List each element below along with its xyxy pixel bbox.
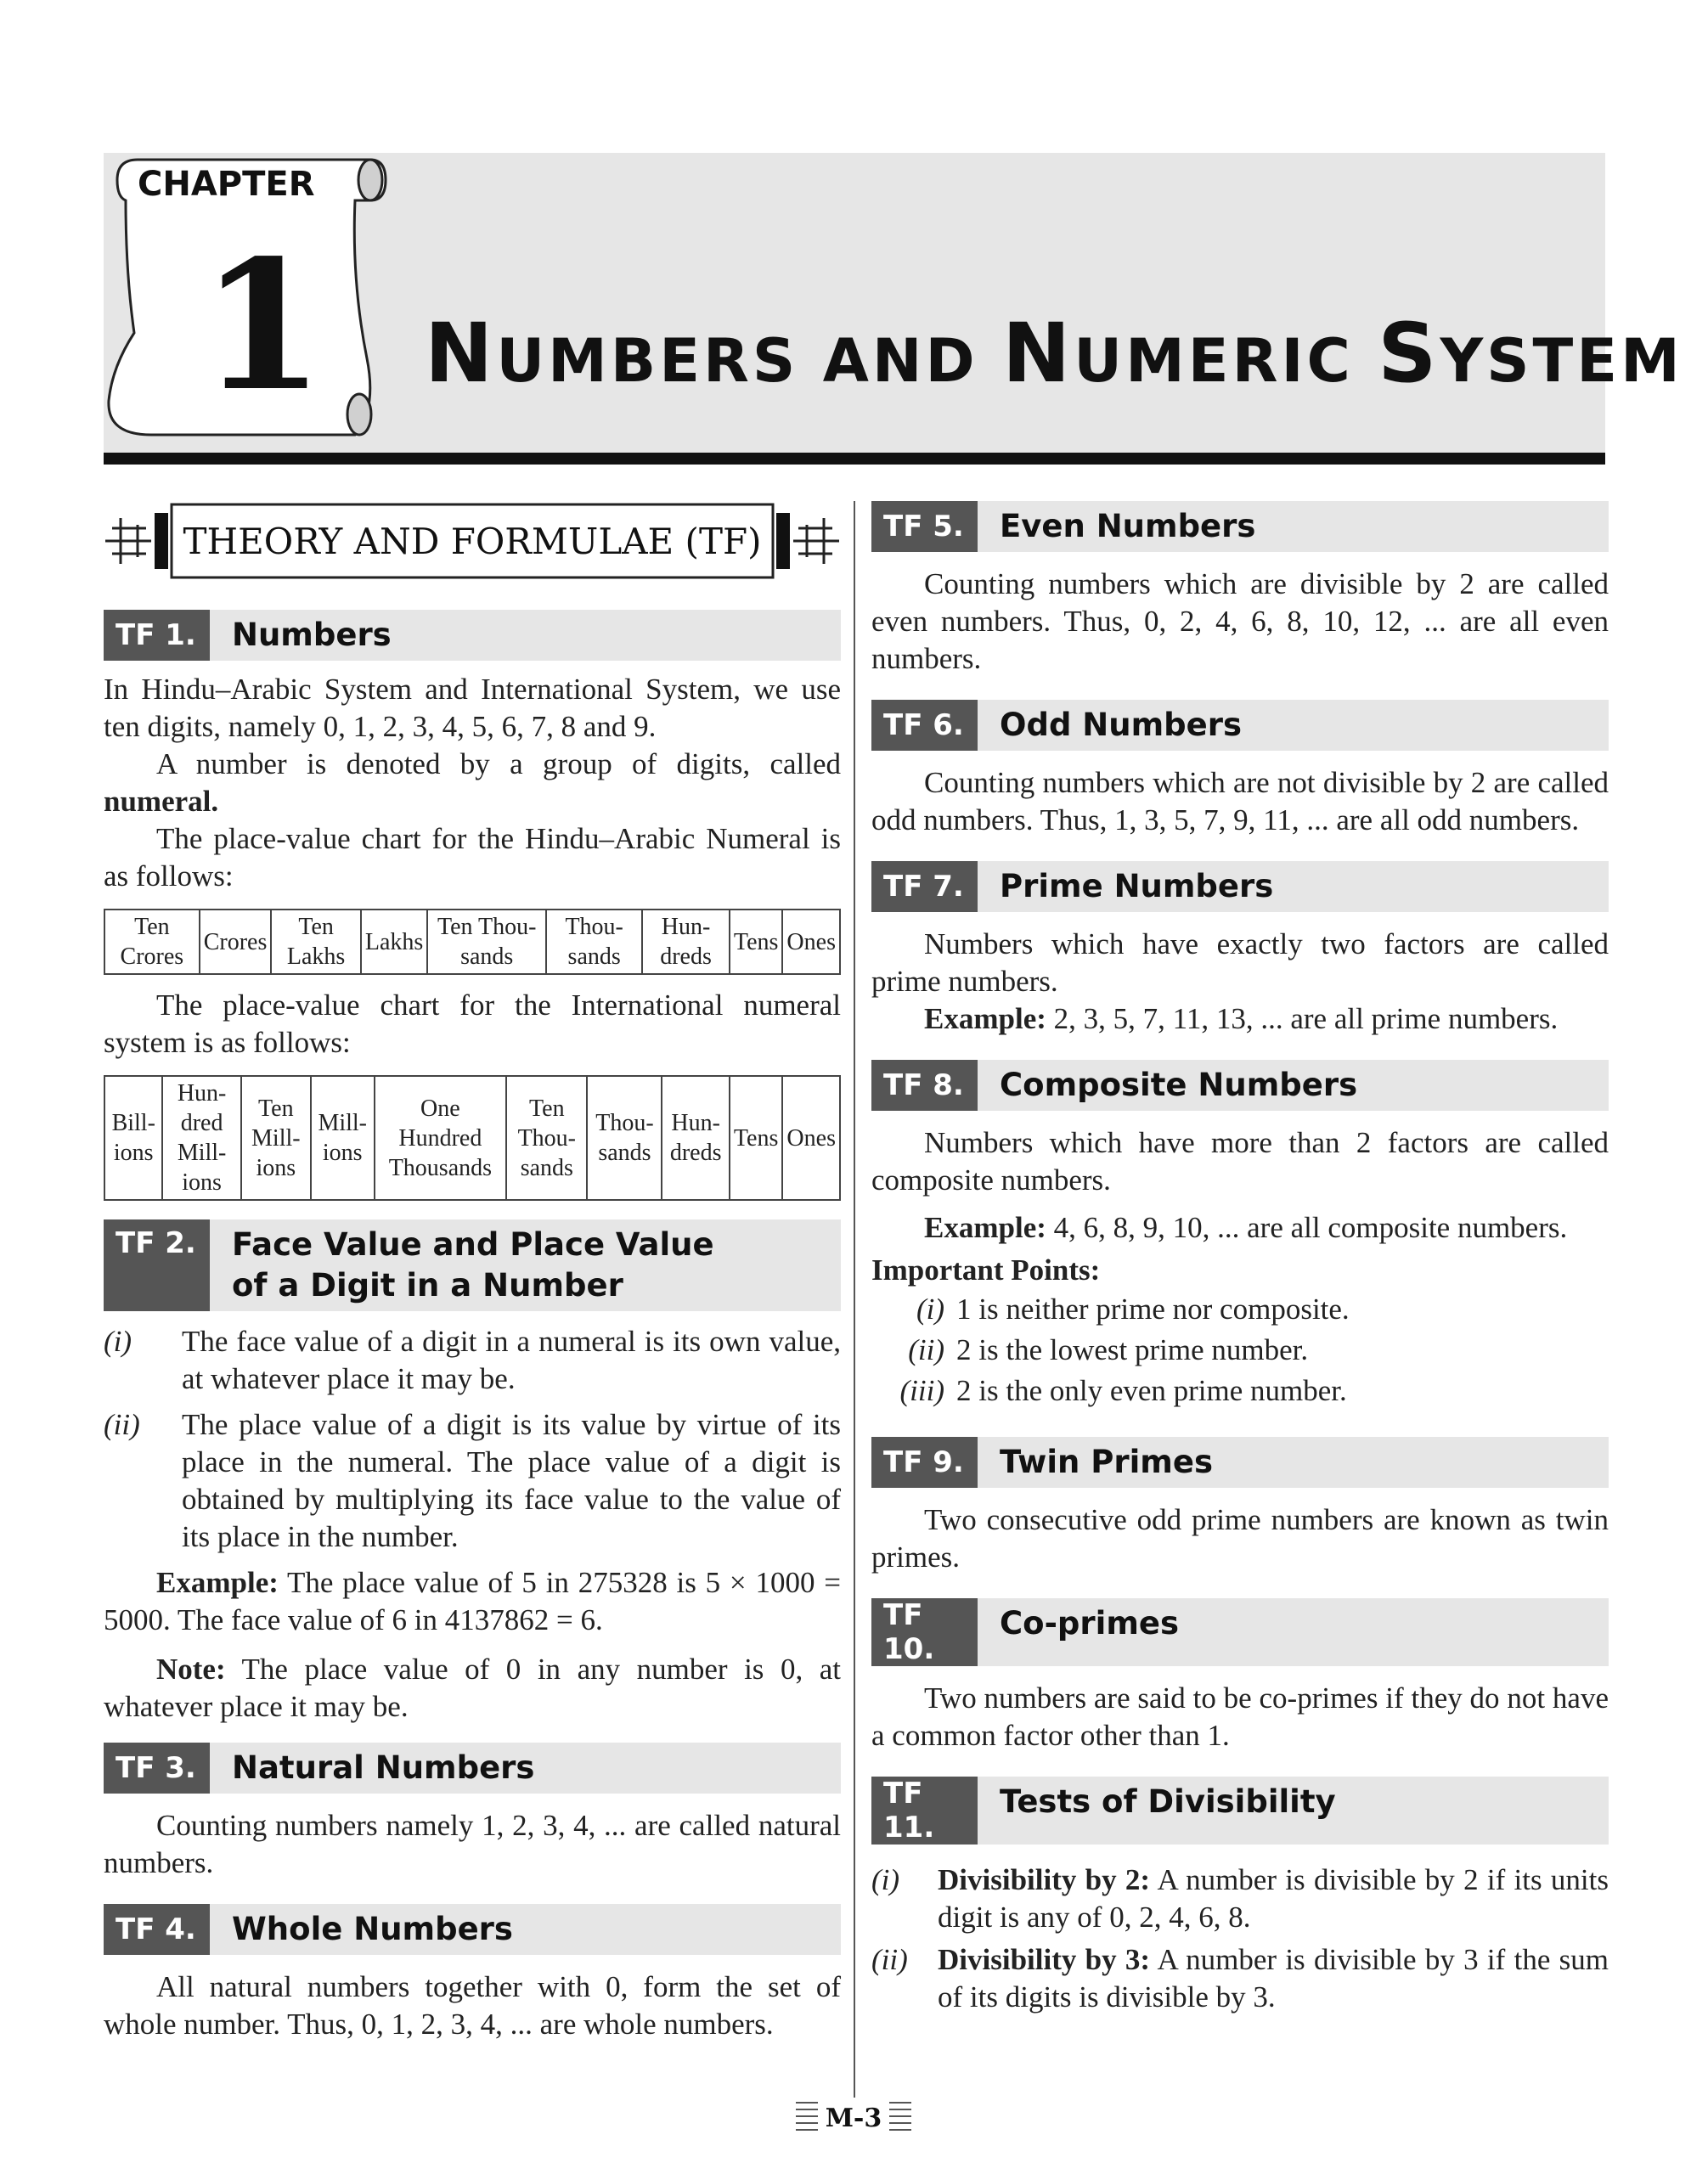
intl-table-cell: Hun-dred Mill-ions (162, 1076, 240, 1200)
intl-table-cell: Bill-ions (104, 1076, 162, 1200)
intl-table-cell: Hun-dreds (662, 1076, 729, 1200)
tf3-heading: TF 3. Natural Numbers (104, 1743, 841, 1794)
tf1-hindu-intro: The place-value chart for the Hindu–Arabic Numeral is as follows: (104, 822, 841, 893)
tf1-heading: TF 1. Numbers (104, 610, 841, 661)
tf2-item-2: (ii) The place value of a digit is its value by virtue of its place in the numeral. The place value of a digit is obtained by multiplying its face value to the value of its place in the number. (104, 1408, 841, 1553)
intl-table-cell: Thou-sands (587, 1076, 662, 1200)
tf4-heading: TF 4. Whole Numbers (104, 1904, 841, 1955)
tf3-text: Counting numbers namely 1, 2, 3, 4, ... are called natural numbers. (104, 1809, 841, 1879)
tf7-heading: TF 7. Prime Numbers (871, 861, 1609, 912)
tf8-example: Example: 4, 6, 8, 9, 10, ... are all composite numbers. (924, 1211, 1568, 1244)
right-column (871, 501, 1609, 2016)
tf10-text: Two numbers are said to be co-primes if they do not have a common factor other than 1. (871, 1681, 1609, 1752)
tf2-note: Note: The place value of 0 in any number is 0, at whatever place it may be. (104, 1653, 841, 1723)
tf2-example: Example: The place value of 5 in 275328 is 5 × 1000 = 5000. The face value of 6 in 4137862 = 6. (104, 1566, 841, 1636)
tf7-example: Example: 2, 3, 5, 7, 11, 13, ... are all prime numbers. (924, 1002, 1559, 1035)
chapter-rule (104, 453, 1605, 465)
page-number: M-3 (825, 2104, 882, 2133)
tf1-intl-intro: The place-value chart for the International numeral system is as follows: (104, 988, 841, 1059)
intl-table-cell: Ones (782, 1076, 840, 1200)
hindu-table-cell: Ones (782, 910, 840, 974)
tf4-text: All natural numbers together with 0, form the set of whole number. Thus, 0, 1, 2, 3, 4, ... are whole numbers. (104, 1970, 841, 2041)
tf9-heading: TF 9. Twin Primes (871, 1437, 1609, 1488)
tf10-heading: TF 10. Co-primes (871, 1598, 1609, 1666)
hindu-table-cell: Ten Thou-sands (427, 910, 546, 974)
tf5-heading: TF 5. Even Numbers (871, 501, 1609, 552)
tf8-text: Numbers which have more than 2 factors are called composite numbers. (871, 1126, 1609, 1197)
hindu-arabic-table (104, 909, 841, 975)
tf5-text: Counting numbers which are divisible by 2 are called even numbers. Thus, 0, 2, 4, 6, 8, 10, 12, ... are all even numbers. (871, 567, 1609, 675)
hindu-table-cell: Crores (200, 910, 272, 974)
chapter-label: CHAPTER (138, 165, 315, 204)
hindu-table-cell: Thou-sands (546, 910, 642, 974)
hindu-table-cell: Lakhs (361, 910, 427, 974)
intl-table-cell: Tens (730, 1076, 782, 1200)
hindu-table-cell: Hun-dreds (642, 910, 730, 974)
page-number-box (794, 2096, 913, 2138)
tf1-numeral-paragraph: A number is denoted by a group of digits, called numeral. (104, 747, 841, 818)
tf11-item-1: (i) Divisibility by 2: A number is divisible by 2 if its units digit is any of 0, 2, 4, 6, 8. (871, 1863, 1609, 1934)
tf2-heading: TF 2. Face Value and Place Value of a Digit in a Number (104, 1219, 841, 1311)
tf6-text: Counting numbers which are not divisible by 2 are called odd numbers. Thus, 1, 3, 5, 7, 9, 11, ... are all odd numbers. (871, 766, 1609, 836)
hindu-table-cell: Ten Crores (104, 910, 200, 974)
tf8-point-2: (ii) 2 is the lowest prime number. (908, 1333, 1309, 1366)
intl-table-cell: Mill-ions (311, 1076, 375, 1200)
tf7-text: Numbers which have exactly two factors are called prime numbers. (871, 927, 1609, 998)
tf1-paragraph: In Hindu–Arabic System and International System, we use ten digits, namely 0, 1, 2, 3, 4, 5, 6, 7, 8 and 9. (104, 673, 841, 743)
tf11-heading: TF 11. Tests of Divisibility (871, 1777, 1609, 1845)
hindu-table-cell: Tens (730, 910, 782, 974)
hindu-table-cell: Ten Lakhs (271, 910, 360, 974)
intl-table-cell: One Hundred Thousands (375, 1076, 507, 1200)
tf11-item-2: (ii) Divisibility by 3: A number is divisible by 3 if the sum of its digits is divisible by 3. (871, 1943, 1609, 2013)
tf6-heading: TF 6. Odd Numbers (871, 700, 1609, 751)
intl-table-cell: Ten Mill-ions (241, 1076, 311, 1200)
chapter-title: NUMBERS AND NUMERIC SYSTEM (425, 306, 1683, 401)
tf8-point-1: (i) 1 is neither prime nor composite. (916, 1293, 1350, 1326)
tf8-point-3: (iii) 2 is the only even prime number. (899, 1374, 1347, 1407)
left-column (104, 501, 841, 2043)
chapter-scroll (100, 155, 389, 443)
column-divider (854, 501, 855, 2098)
tf8-points-label: Important Points: (871, 1253, 1101, 1287)
international-table (104, 1075, 841, 1201)
tf2-item-1: (i) The face value of a digit in a numeral is its own value, at whatever place it may be. (104, 1325, 841, 1395)
intl-table-cell: Ten Thou-sands (506, 1076, 587, 1200)
chapter-number: 1 (200, 221, 325, 431)
tf8-heading: TF 8. Composite Numbers (871, 1060, 1609, 1111)
theory-banner-text: THEORY AND FORMULAE (TF) (183, 521, 762, 562)
tf9-text: Two consecutive odd prime numbers are known as twin primes. (871, 1503, 1609, 1574)
